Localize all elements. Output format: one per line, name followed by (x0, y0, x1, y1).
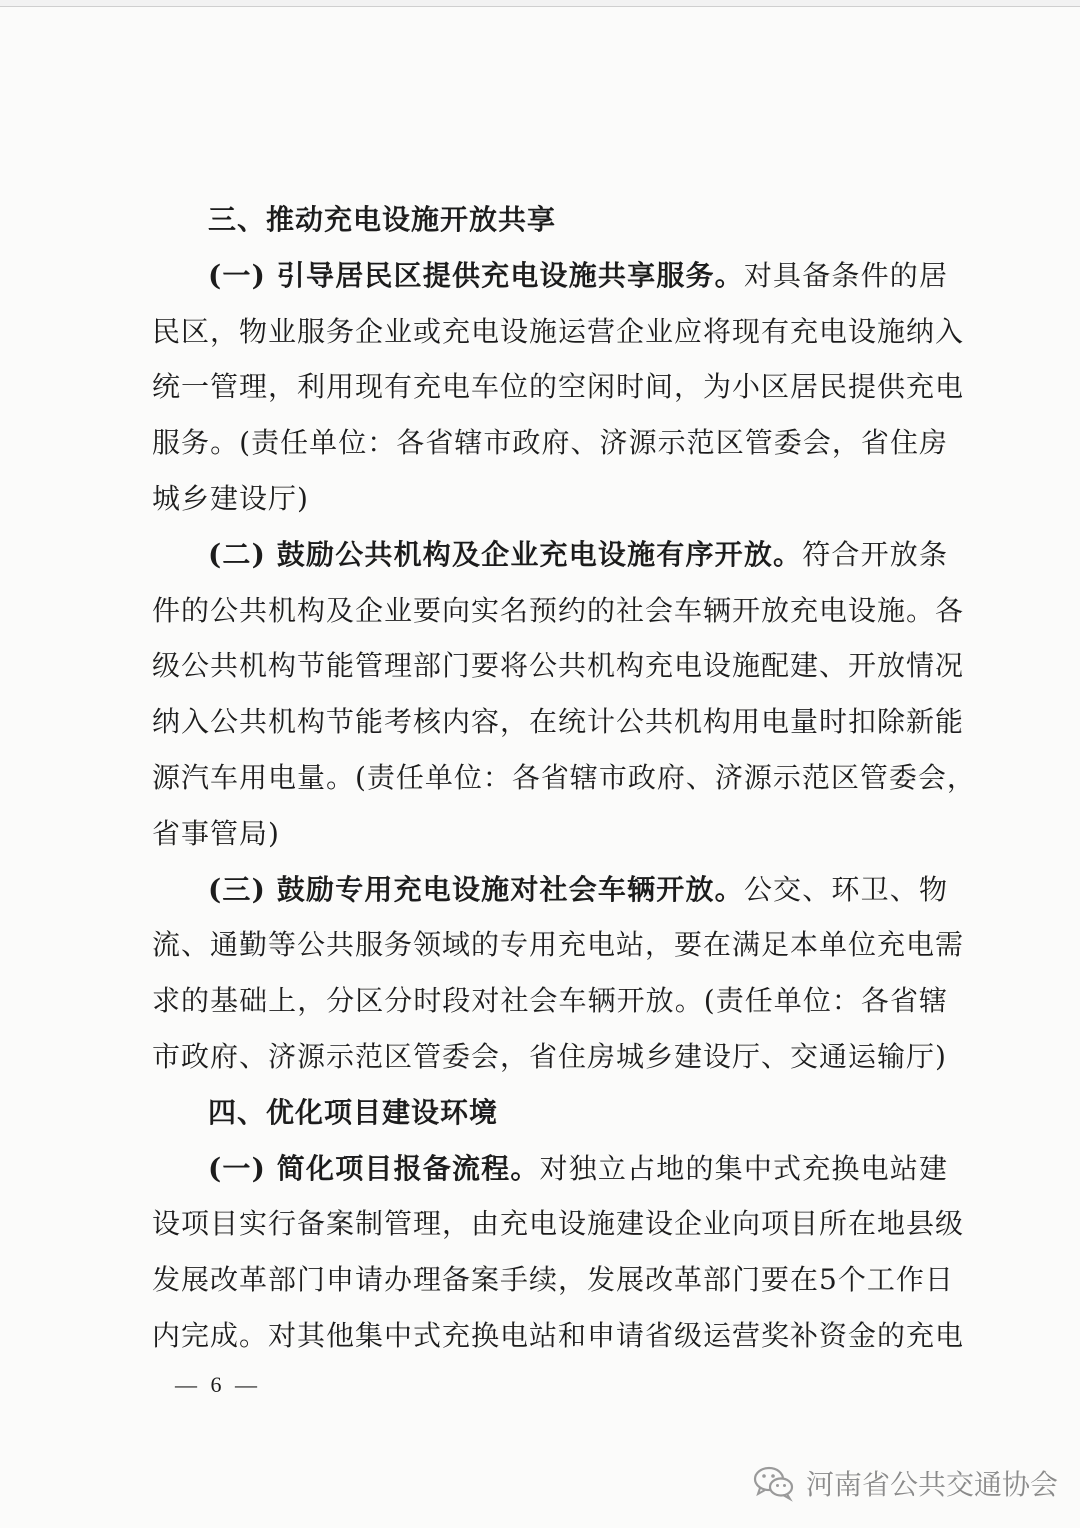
paragraph-4-1-text: 对独立占地的集中式充换电站建 (539, 1151, 948, 1185)
paragraph-3-3-title: (三) 鼓励专用充电设施对社会车辆开放。 (208, 872, 744, 906)
page-number: — 6 — (175, 1372, 261, 1397)
paragraph-line: 求的基础上，分区分时段对社会车辆开放。(责任单位：各省辖 (152, 984, 948, 1018)
paragraph-line: 流、通勤等公共服务领域的专用充电站，要在满足本单位充电需 (152, 928, 965, 962)
section-heading-3: 三、推动充电设施开放共享 (208, 203, 557, 236)
paragraph-line: 件的公共机构及企业要向实名预约的社会车辆开放充电设施。各 (152, 593, 965, 627)
paragraph-line: 源汽车用电量。(责任单位：各省辖市政府、济源示范区管委会， (152, 760, 976, 794)
paragraph-3-1-text: 对具备条件的居 (743, 258, 948, 292)
paragraph-line: 级公共机构节能管理部门要将公共机构充电设施配建、开放情况 (152, 649, 965, 683)
paragraph-3-2-title: (二) 鼓励公共机构及企业充电设施有序开放。 (208, 537, 803, 571)
document-body (152, 192, 976, 1364)
paragraph-line: 内完成。对其他集中式充换电站和申请省级运营奖补资金的充电 (152, 1318, 965, 1352)
paragraph-3-1-title: (一) 引导居民区提供充电设施共享服务。 (208, 258, 744, 292)
paragraph-3-2-line-1 (152, 527, 948, 583)
paragraph-3-1-line-1 (152, 248, 948, 304)
paragraph-4-1-line-1 (152, 1141, 948, 1197)
paragraph-line: 纳入公共机构节能考核内容，在统计公共机构用电量时扣除新能 (152, 705, 965, 739)
paragraph-3-3-line-1 (152, 862, 948, 918)
top-scan-edge (0, 0, 1080, 7)
watermark-text: 河南省公共交通协会 (806, 1468, 1059, 1501)
paragraph-line: 发展改革部门申请办理备案手续，发展改革部门要在5个工作日 (152, 1263, 954, 1297)
paragraph-3-2-text: 符合开放条 (802, 537, 948, 571)
paragraph-line: 民区，物业服务企业或充电设施运营企业应将现有充电设施纳入 (152, 314, 965, 348)
paragraph-line: 市政府、济源示范区管委会，省住房城乡建设厅、交通运输厅) (152, 1039, 947, 1073)
section-heading-4: 四、优化项目建设环境 (208, 1095, 499, 1129)
wechat-icon (752, 1463, 796, 1503)
paragraph-3-3-text: 公交、环卫、物 (743, 872, 948, 906)
paragraph-4-1-title: (一) 简化项目报备流程。 (208, 1151, 540, 1185)
paragraph-line: 统一管理，利用现有充电车位的空闲时间，为小区居民提供充电 (152, 370, 965, 404)
paragraph-line: 设项目实行备案制管理，由充电设施建设企业向项目所在地县级 (152, 1207, 965, 1241)
watermark (752, 1458, 1058, 1508)
paragraph-line: 服务。(责任单位：各省辖市政府、济源示范区管委会，省住房 (152, 426, 948, 460)
paragraph-line: 省事管局) (152, 816, 280, 850)
paragraph-line: 城乡建设厅) (152, 481, 309, 515)
